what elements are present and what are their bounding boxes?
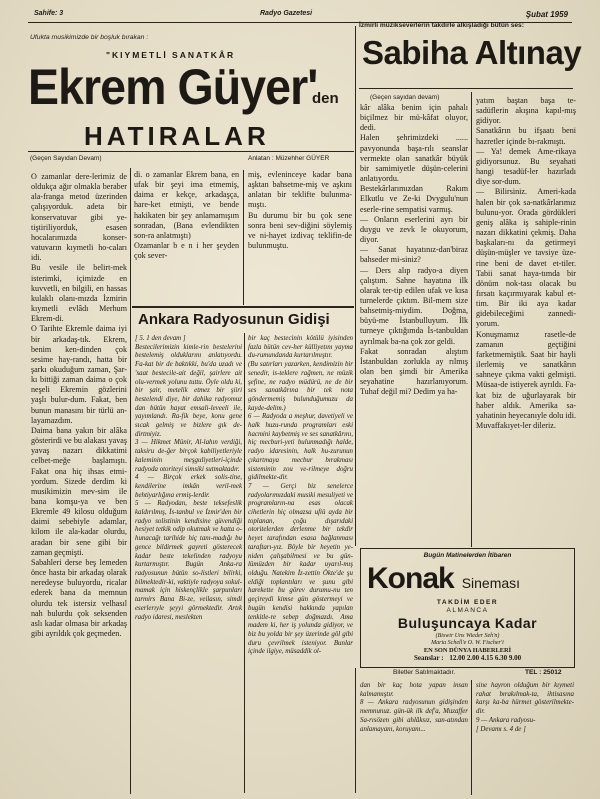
ad-intro: Bugün Matinelerden İtibaren <box>423 552 512 559</box>
radio-headline: Ankara Radyosunun Gidişi <box>138 311 330 328</box>
headline-hatiralar: HATIRALAR <box>84 121 270 151</box>
ad-presents: TAKDİM EDER <box>436 599 499 606</box>
ad-ticket-note: Biletler Satılmaktadır. <box>393 669 456 676</box>
page-header <box>28 10 572 22</box>
ad-language: ALMANCA <box>446 607 489 614</box>
ad-cinema-title <box>367 562 520 596</box>
cinema-name: Konak <box>367 562 454 595</box>
issue-date: Şubat 1959 <box>525 10 568 19</box>
left-subtitle: "KIYMETLİ SANATKÂR <box>106 50 236 60</box>
ad-news: EN SON DÜNYA HABERLERİ <box>423 647 512 654</box>
column-divider <box>244 333 245 793</box>
cinema-suffix: Sineması <box>461 575 521 591</box>
right-cont-note: (Geçen sayıdan devam) <box>370 94 440 101</box>
headline-rule <box>359 88 573 89</box>
page-number: Sahife: 3 <box>34 10 64 17</box>
ad-film-title: Buluşuncaya Kadar <box>397 615 538 631</box>
column-divider <box>355 668 356 793</box>
radio-article-tail-2: sine hayron olduğum bir kıymeti rahat bırakılmak-ta, ihtisasına karşı ka-ba hürmet gösterilmekte-dir. 9 — Ankara radyosu- [ Devamı s. 4 de ] <box>476 682 574 733</box>
left-article-column-1: O zamanlar dere-lerimiz de oldukça ağır olmakla beraber ala-franga metod üzerinden çalışıyorduk. adeta bir konservatuvar gibi ye-tiştiriliyorduk, esasen hocalarımızda konser-vatuvarın kıymetli ho-caları idi. Bu vesile ile belirt-mek isterimki, içimizde en kuvvetli, en bilgili, en hassas kulaklı olanı-mızda İzmirin kıymetli evlâdı Merhum Ekrem-di. O Tarihte Ekremle daima iyi bir arkadaş-tık. Ekrem, benim ken-dinden çok sesime hay-randı, hatta bir şarkı okuduğum zaman, Şar-kı bittiği zaman daima o çok neşeli Ekremin gözlerini yaşlı bulur-dum. Fakat, ben bunun manasını bir türlü an-layamazdım. Daima bana yakın bir alâka gösterirdi ve bu alakası yavaş yavaş nazarı dikkatimi celbet-meğe başlamıştı. Fakat ona hiç ihsas etmi-yordum. Sizede derdim ki musikimizin mev-sim ile bana komşu-ya ve ben Ekremle 49 kilosu olduğum daimi sebebiyle adamlar, kilom ile ala-kadar olurdu, aradan bir sene gibi bir zaman geçmişti. Sabahleri derse beş lemeden önce hasta bir arkadaş olarak neredeyse buluyordu, ricalar ederek bana da memnun olurdu tek istersiz velhasıl nah bulurdu çok seksenden aslı kadar olmasa bir arkadaş gibi ayrıldık çok geçmeden. <box>31 172 127 639</box>
headline-ekrem-guyer: Ekrem Güyer' <box>28 59 318 115</box>
column-divider <box>355 26 356 546</box>
left-author: Anlatan : Müzehher GÜYER <box>248 155 330 162</box>
headline-rule <box>28 151 354 152</box>
left-article-column-3: miş, evleninceye kadar bana aşktan bahsetme-miş ve aşkını anlatan bir teklifte bulunma-mıştı. Bu durumu bir bu çok sene sonra beni sev-diğini söylemiş ve ni-hayet izdivaç teklifin-de bulunmuştu. <box>248 170 352 251</box>
radio-article-tail-1: dan bir kaç hota yapan insan kalmamıştır. 8 — Ankara radyosunun gidişinden memnunuz. gün-ük ilk def'a, Muzaffer Sa-rısözen gibi ahlâksız, san-atından anlamayanı, koruyanı... <box>360 682 468 733</box>
headline-suffix: den <box>312 90 339 107</box>
radio-article-column-2: bir kaç bestecinin kötülü iyisinden fazla bütün cev-her külliyetını yayma du-rumundanda kurtarılmıştır. (Bu satırları yazarken, kendimizin bir senedir, is-teklere rağmen, ne müzik şefine, ne radyo müdürü, ne de bir ses sanatkârına bir tek nota göndermemiş bulunduğumuzu da kayde-delim.) 6 — Radyoda a meşhur, davetiyeli ve halk huzu-runda programları eski hacmini kaybetmiş ve ses sanatkârını, hiç mecburi-yeti bulunmadığı halde, radyo idaresinin, halk hu-zurunun çıkartmaya mecbur bırakması sisteminin zou ve-rilmeye doğru gidilmekte-dir. 7 — Gerçi biz senelerce radyolarımızdaki musiki mesuliyeti ve programların-na esas olacak cihetlerin hiç olmazsa ufiü ayda bir toplanan, çoğu dışarıdaki otoritelerden derlenme bir tekdir heyet tarafından esasa bağlanması taraftarı-yız. Böyle bir heyetin ye-niden çalışabilmesi ve bu gün-lümüzden bir kadar uyarıl-mış olduğu. Natekim İz-zettin Ökte'de şu eldiği toplantıları ve şunu gibi harekette bu görev durumu-nu ten geçireydi kimse gün göstermeyi ve bugün kendisi hakkında yapılan tenkitle-re sebep doğmazdı. Ama madem ki, her iş yolunda gidiyor, ve biz bu yolda bir şey üzerinde göl gibi duru çevrilmek isteniyor. Bunlar içinde ilgiye, müsaddik ol- <box>248 335 353 656</box>
left-kicker: Ufukta musikimizde bir boşluk bırakan : <box>30 34 149 41</box>
column-divider <box>243 170 244 305</box>
right-article-column-2: yatım baştan başa te-sadüflerin akışına kapıl-mış gidiyor. Sanatkârın bu ifşaatı beni hazretler içinde bı-rakmıştı. — Ya! demek Ame-rikaya gidiyorsunuz. Bu seyahati hangi tesadüf-ler hazırladı diye sor-dum. — Bilirsiniz. Ameri-kada halen bir çok sa-natkârlarımız bulunu-yor. Orada gördükleri geniş alâka iş sahiple-rinin nazarı dikkatini çekmiş. Daha başkaları-nı da getirmeyi düşün-müşler ve tavsiye üze-rine beni de davet et-tiler. Tabii sanat haya-tımda bir dönüm nok-tası olacak bu fırsatı kaçırmıyarak kabul et-tim. Bir iki aya kadar gidebileceğimi zannedi-yorum. Konuşmamız rasetle-de zamanın geçtiğini farketmemiştik. Saat bir hayli ilerlemiş ve sanatkârın sahneye çıkma vakti gelmişti. Müsaa-de istiyerek ayrıldı. Fa-kat biz de uğurlayarak bir haber aldık. Amerika sa-yahatinin heyecanıyle dolu idi. Muvaffakıyet-ler dileriz. <box>476 96 576 430</box>
ad-original-title: (Biswir Uns Wieder Seh'n) <box>435 633 500 639</box>
showtimes-label: Seanslar : <box>413 654 444 662</box>
radio-article-column-1: [ 5. 1 den devam ] Bestecilerimizin kimle-rin bestelerini bestelemiş olduklarını anlatıyordu. Fa-kat bir de baktıkki, bu'da uzadı ve 'saat bestecile-ait değil, şairlere ait olu-vermek yolunu tuttu. Öyle oldu ki, bir şair, metelik etmez bir şiiri bestelendi diye, bir dahika radyomuz dan bütün hayat emsali-leveeli ile, yayımlandı. Ra-fik beye, konu gene sıcak gelmiş ve bizlere gık de-dirtmiyiz. 3 — Hikmet Münir, Al-lahın verdiği, taksiru de-ğer birçok kabiliyetleriyle kaleminin meşguliyetleri-içinde radyoda otoriteyi simsiki sutmaktadır. 4 — Birçok erkek solis-tine, kendilerine imkân veril-mek behtiyarlığına ermiş-lerdir. 5 — Radyodan, beste teksefeslik kaldırılmış, İs-tanbul ve İzmir'den bir radyo solistinin kendisine güvendiği hesiyet tetkik odip okutmak ve hatta o-hunacağı tarihide hiç tanı-madığı bu gence bildirmek gayreti gösterecek kadar beste tekelinden radyoyu kurtarmıştır. Bugün Anka-ra radyosunun bütün so-listleri bilirki, bilmektedir-ki, vaktiyle radyoya sokul-mamak için hiskençlikle şarpunları tarmirs Bana Bi-ze, veilasın, simdi eserlerıyle şeyyi görmektedir. Artık radyo idaresi, meslekten <box>135 335 242 621</box>
section-rule <box>132 306 354 308</box>
column-divider <box>130 168 131 794</box>
ad-showtimes <box>361 654 574 662</box>
headline-sabiha-altinay: Sabiha Altınay <box>362 34 582 71</box>
left-cont-note: (Geçen Sayıdan Devam) <box>30 155 102 162</box>
paper-name: Radyo Gazetesi <box>260 10 313 17</box>
column-divider <box>471 680 472 795</box>
column-divider <box>471 92 472 547</box>
showtimes-values: 12.00 2.00 4.15 6.30 9.00 <box>449 654 522 662</box>
ad-cast: Maria Schell'e O. W. Fischer'i <box>431 640 504 646</box>
right-kicker: İzmirli müzikseverlerin takdirle alkışladığı bütün ses: <box>359 22 524 29</box>
left-article-column-2: di. o zamanlar Ekrem bana, en ufak bir şeyi ima etmemiş, daima er kekçe, arkadaşça, hare-ket etmişti, ve bende hakikaten bir şey anlamamışım sonradan, (Bana evlendikten son-ra anlatmıştı) Ozamanlar b e n i her şeyden çok sever- <box>134 170 239 261</box>
ad-telephone: TEL : 25012 <box>525 669 562 676</box>
cinema-advertisement <box>360 548 575 668</box>
right-article-column-1: kâr alâka benim için pahalı biçilmez bir mü-kâfat oluyor, dedi. Halen şehrimizdeki ...... pavyonunda başa-rılı seanslar vermekte olan sanatkâr büyük bir samimiyetle düşün-celerini anlatıyordu. Bestekârlarımızdan Rakım Elkutlu ve Ze-ki Dvygulu'nun eserle-rine sempatisi varmış. — Onların eserlerini ayrı bir duygu ve zevk le okuyorum, diyor. — Sanat hayatınız-dan'biraz bahseder mi-siniz? — Ders alıp radyo-a diyen çalıştım. Sahne hayatına ilk olarak ter-tip edilen ufak ve kısa turnelerde çıktım. Bil-mem size bahsetmiş-miydim. Doğma, büyü-me İstanbulluyum. İlk turneye çıktığımda İs-tanbuldan ayrılmak ba-na çok zor geldi. Fakat sonradan alıştım İstanbuldan zorlukla ay rılmış olan ben şimdi bir Amerika seyahatine hazırlanıyorum. Tuhaf değil mi? Dedim ya ha- <box>360 103 468 397</box>
